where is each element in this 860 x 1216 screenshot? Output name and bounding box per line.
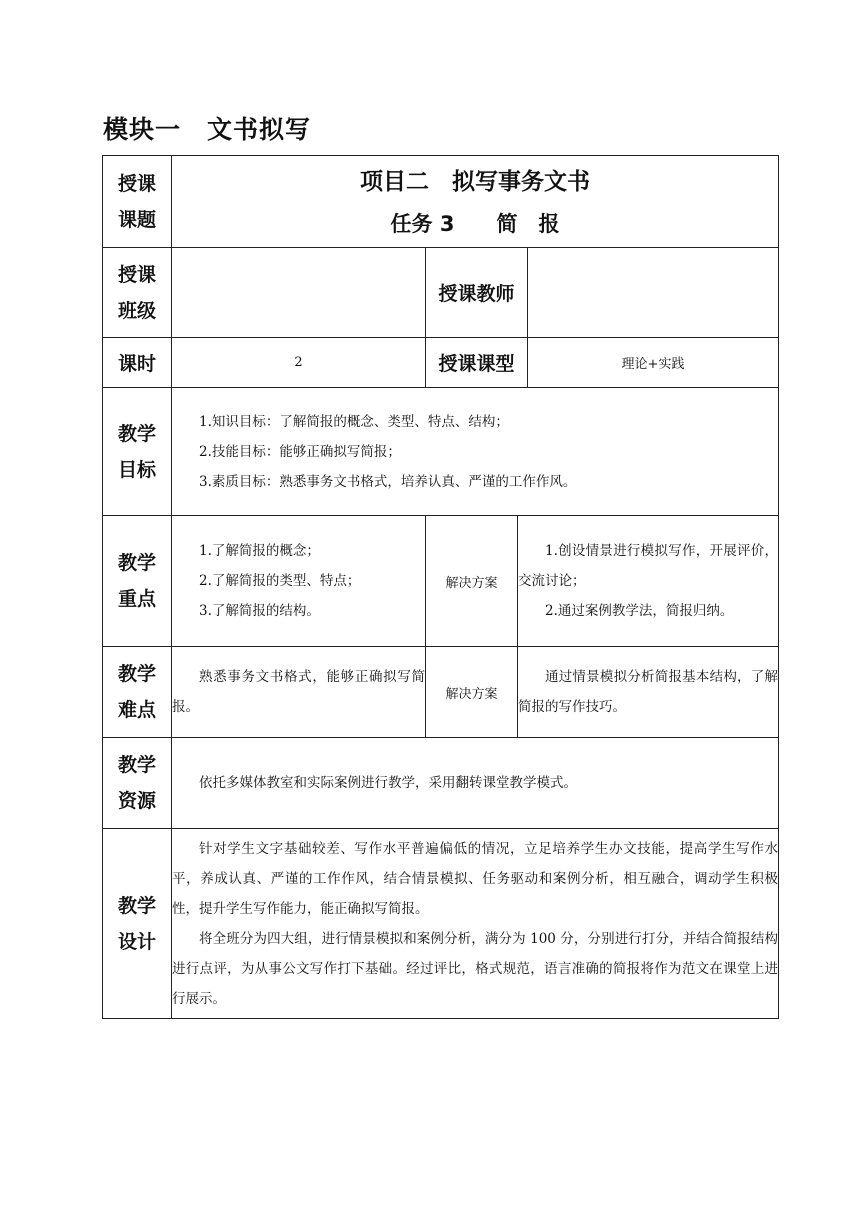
task-title: 任务 3 简 报 [390, 211, 560, 236]
solution-item: 2.通过案例教学法，简报归纳。 [545, 603, 734, 619]
objective-item: 3.素质目标：熟悉事务文书格式，培养认真、严谨的工作作风。 [199, 473, 577, 490]
difficulties-row [103, 647, 779, 738]
lesson-plan-table [102, 155, 779, 1019]
hours-row [103, 338, 779, 388]
topic-label: 授课 课题 [103, 156, 172, 248]
objective-item: 2.技能目标：能够正确拟写简报； [199, 443, 401, 460]
objectives-content [172, 388, 779, 516]
key-point-item: 2.了解简报的类型、特点； [199, 573, 361, 589]
key-points-content [172, 516, 426, 647]
project-title: 项目二 拟写事务文书 [360, 168, 590, 195]
key-points-solutions [518, 516, 779, 647]
objective-item: 1.知识目标：了解简报的概念、类型、特点、结构； [199, 413, 509, 430]
module-heading: 模块一 文书拟写 [103, 115, 312, 144]
design-paragraph: 将全班分为四大组，进行情景模拟和案例分析，满分为 100 分，分别进行打分，并结合简报结构进行点评，为从事公文写作打下基础。经过评比，格式规范，语言准确的简报将作为范文在课堂上进行展示。 [172, 930, 778, 1007]
key-points-label: 教学 重点 [103, 516, 172, 647]
lesson-type-label: 授课课型 [426, 338, 528, 388]
design-label: 教学 设计 [103, 829, 172, 1019]
resources-content: 依托多媒体教室和实际案例进行教学，采用翻转课堂教学模式。 [172, 738, 779, 829]
key-point-item: 1.了解简报的概念； [199, 543, 320, 559]
difficulties-content: 熟悉事务文书格式，能够正确拟写简报。 [172, 647, 426, 738]
objectives-label: 教学 目标 [103, 388, 172, 516]
topic-cell [172, 156, 779, 248]
design-paragraph: 针对学生文字基础较差、写作水平普遍偏低的情况，立足培养学生办文技能，提高学生写作水平，养成认真、严谨的工作作风，结合情景模拟、任务驱动和案例分析，相互融合，调动学生积极性，提升学生写作能力，能正确拟写简报。 [172, 840, 778, 917]
teacher-label: 授课教师 [426, 248, 528, 338]
key-point-item: 3.了解简报的结构。 [199, 603, 320, 619]
resources-label: 教学 资源 [103, 738, 172, 829]
topic-row [103, 156, 779, 248]
solution-item: 1.创设情景进行模拟写作，开展评价，交流讨论； [518, 543, 778, 589]
resources-row [103, 738, 779, 829]
objectives-row [103, 388, 779, 516]
lesson-type-value: 理论+实践 [528, 338, 779, 388]
difficulties-solution-label: 解决方案 [426, 647, 518, 738]
design-content [172, 829, 779, 1019]
design-row [103, 829, 779, 1019]
teacher-value [528, 248, 779, 338]
difficulties-label: 教学 难点 [103, 647, 172, 738]
class-value [172, 248, 426, 338]
difficulties-solution: 通过情景模拟分析简报基本结构，了解简报的写作技巧。 [518, 647, 779, 738]
class-label: 授课 班级 [103, 248, 172, 338]
hours-label: 课时 [103, 338, 172, 388]
key-points-solution-label: 解决方案 [426, 516, 518, 647]
hours-value: 2 [172, 338, 426, 388]
class-row [103, 248, 779, 338]
key-points-row [103, 516, 779, 647]
